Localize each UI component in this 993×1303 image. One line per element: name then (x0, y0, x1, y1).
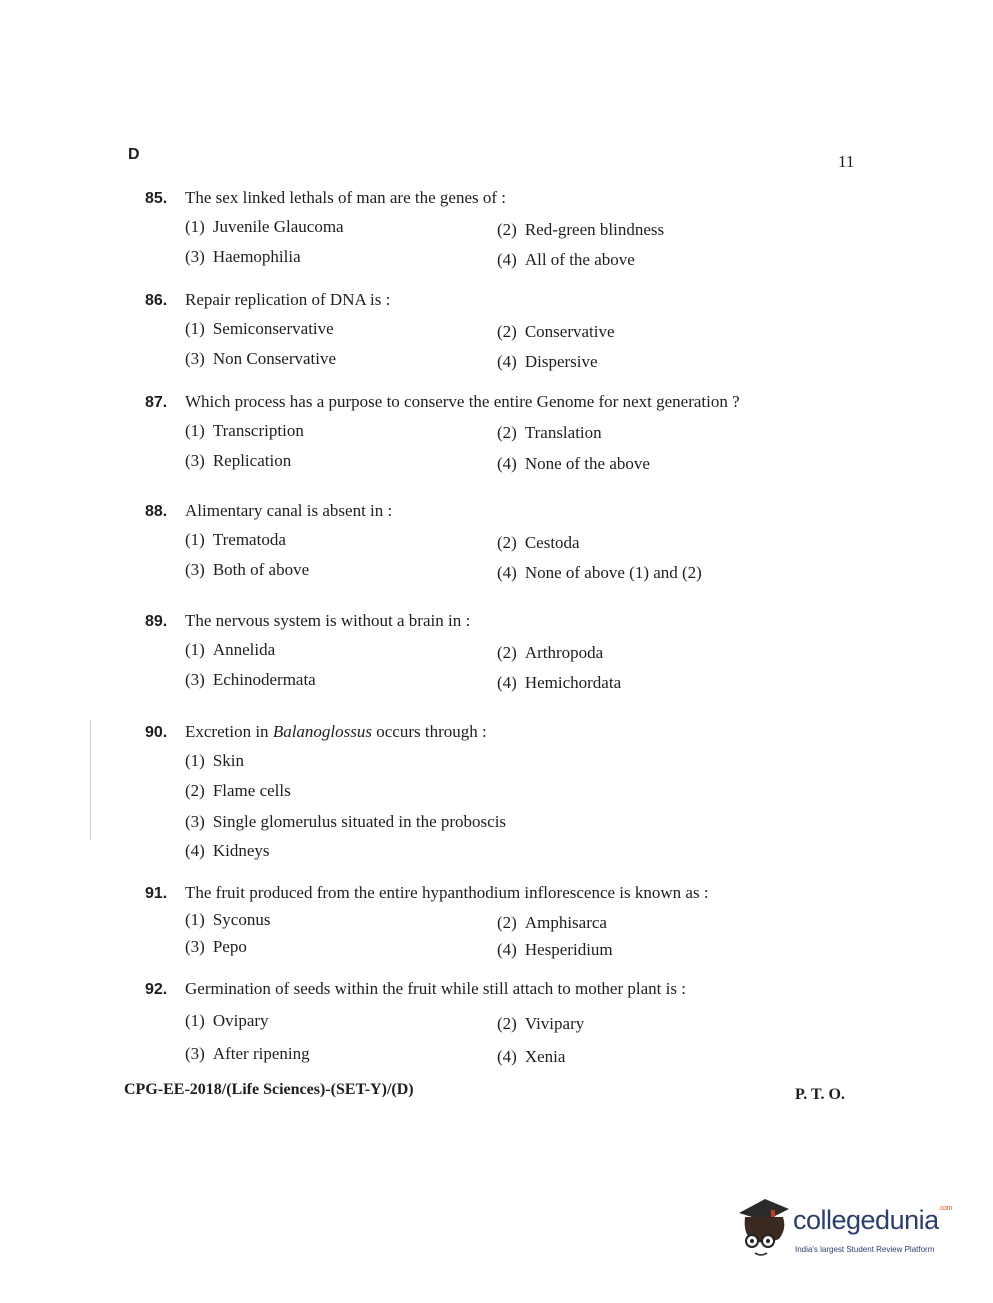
option-3: (3) Non Conservative (185, 349, 337, 368)
pto-label: P. T. O. (795, 1086, 845, 1103)
option-2: (2) Translation (497, 423, 602, 442)
option-2: (2) Flame cells (185, 781, 291, 800)
option-1: (1) Syconus (185, 910, 271, 929)
question-number: 91. (145, 885, 168, 902)
option-4: (4) All of the above (497, 250, 635, 269)
question-number: 89. (145, 613, 168, 630)
option-4: (4) Hesperidium (497, 940, 613, 959)
logo-wordmark: collegedunia$^{.com}$ (793, 1205, 952, 1235)
question-number: 88. (145, 503, 168, 520)
option-3: (3) Haemophilia (185, 247, 301, 266)
question-stem (145, 288, 845, 312)
question-text-before: Excretion in (185, 722, 273, 741)
option-4: (4) None of above (1) and (2) (497, 563, 702, 582)
question-text: The nervous system is without a brain in : (185, 611, 471, 630)
question-number: 90. (145, 724, 168, 741)
question-stem (145, 499, 845, 523)
question-stem (145, 720, 845, 744)
option-2: (2) Red-green blindness (497, 220, 665, 239)
option-1: (1) Transcription (185, 421, 304, 440)
question-number: 92. (145, 981, 168, 998)
question-number: 85. (145, 190, 168, 207)
question-text: The fruit produced from the entire hypanthodium inflorescence is known as : (185, 883, 709, 902)
question-stem (145, 390, 845, 414)
option-3: (3) Echinodermata (185, 670, 316, 689)
question-text: The sex linked lethals of man are the genes of : (185, 188, 506, 207)
margin-line (90, 720, 91, 840)
question-stem (145, 609, 845, 633)
option-1: (1) Semiconservative (185, 319, 334, 338)
question-91 (145, 881, 845, 959)
option-2: (2) Vivipary (497, 1014, 585, 1033)
question-stem (145, 977, 845, 1001)
option-3: (3) Single glomerulus situated in the proboscis (185, 812, 507, 831)
question-number: 87. (145, 394, 168, 411)
paper-code: CPG-EE-2018/(Life Sciences)-(SET-Y)/(D) (124, 1081, 414, 1098)
question-87 (145, 390, 845, 473)
option-4: (4) Kidneys (185, 841, 270, 860)
question-89 (145, 609, 845, 692)
collegedunia-logo (735, 1195, 965, 1265)
option-2: (2) Conservative (497, 322, 615, 341)
question-85 (145, 186, 845, 269)
option-3: (3) Replication (185, 451, 292, 470)
page-number: 11 (838, 152, 855, 171)
option-1: (1) Ovipary (185, 1011, 269, 1030)
option-4: (4) Dispersive (497, 352, 598, 371)
question-text-after: occurs through : (372, 722, 487, 741)
question-text: Germination of seeds within the fruit while still attach to mother plant is : (185, 979, 686, 998)
question-number: 86. (145, 292, 168, 309)
question-text: Repair replication of DNA is : (185, 290, 391, 309)
option-1: (1) Juvenile Glaucoma (185, 217, 344, 236)
option-3: (3) After ripening (185, 1044, 310, 1063)
mascot-icon (735, 1195, 795, 1257)
option-4: (4) Hemichordata (497, 673, 622, 692)
question-text: Alimentary canal is absent in : (185, 501, 393, 520)
question-88 (145, 499, 845, 582)
set-code: D (128, 146, 140, 163)
logo-tagline: India's largest Student Review Platform (795, 1245, 935, 1254)
option-4: (4) Xenia (497, 1047, 566, 1066)
question-text-italic: Balanoglossus (272, 722, 372, 741)
option-3: (3) Pepo (185, 937, 247, 956)
option-2: (2) Amphisarca (497, 913, 607, 932)
option-4: (4) None of the above (497, 454, 650, 473)
question-stem (145, 186, 845, 210)
question-92 (145, 977, 845, 1066)
option-3: (3) Both of above (185, 560, 310, 579)
option-1: (1) Trematoda (185, 530, 286, 549)
option-2: (2) Arthropoda (497, 643, 604, 662)
question-text: Which process has a purpose to conserve the entire Genome for next generation ? (185, 392, 740, 411)
question-stem (145, 881, 845, 905)
question-86 (145, 288, 845, 371)
option-2: (2) Cestoda (497, 533, 580, 552)
option-1: (1) Skin (185, 751, 245, 770)
option-1: (1) Annelida (185, 640, 276, 659)
question-90 (145, 720, 845, 860)
